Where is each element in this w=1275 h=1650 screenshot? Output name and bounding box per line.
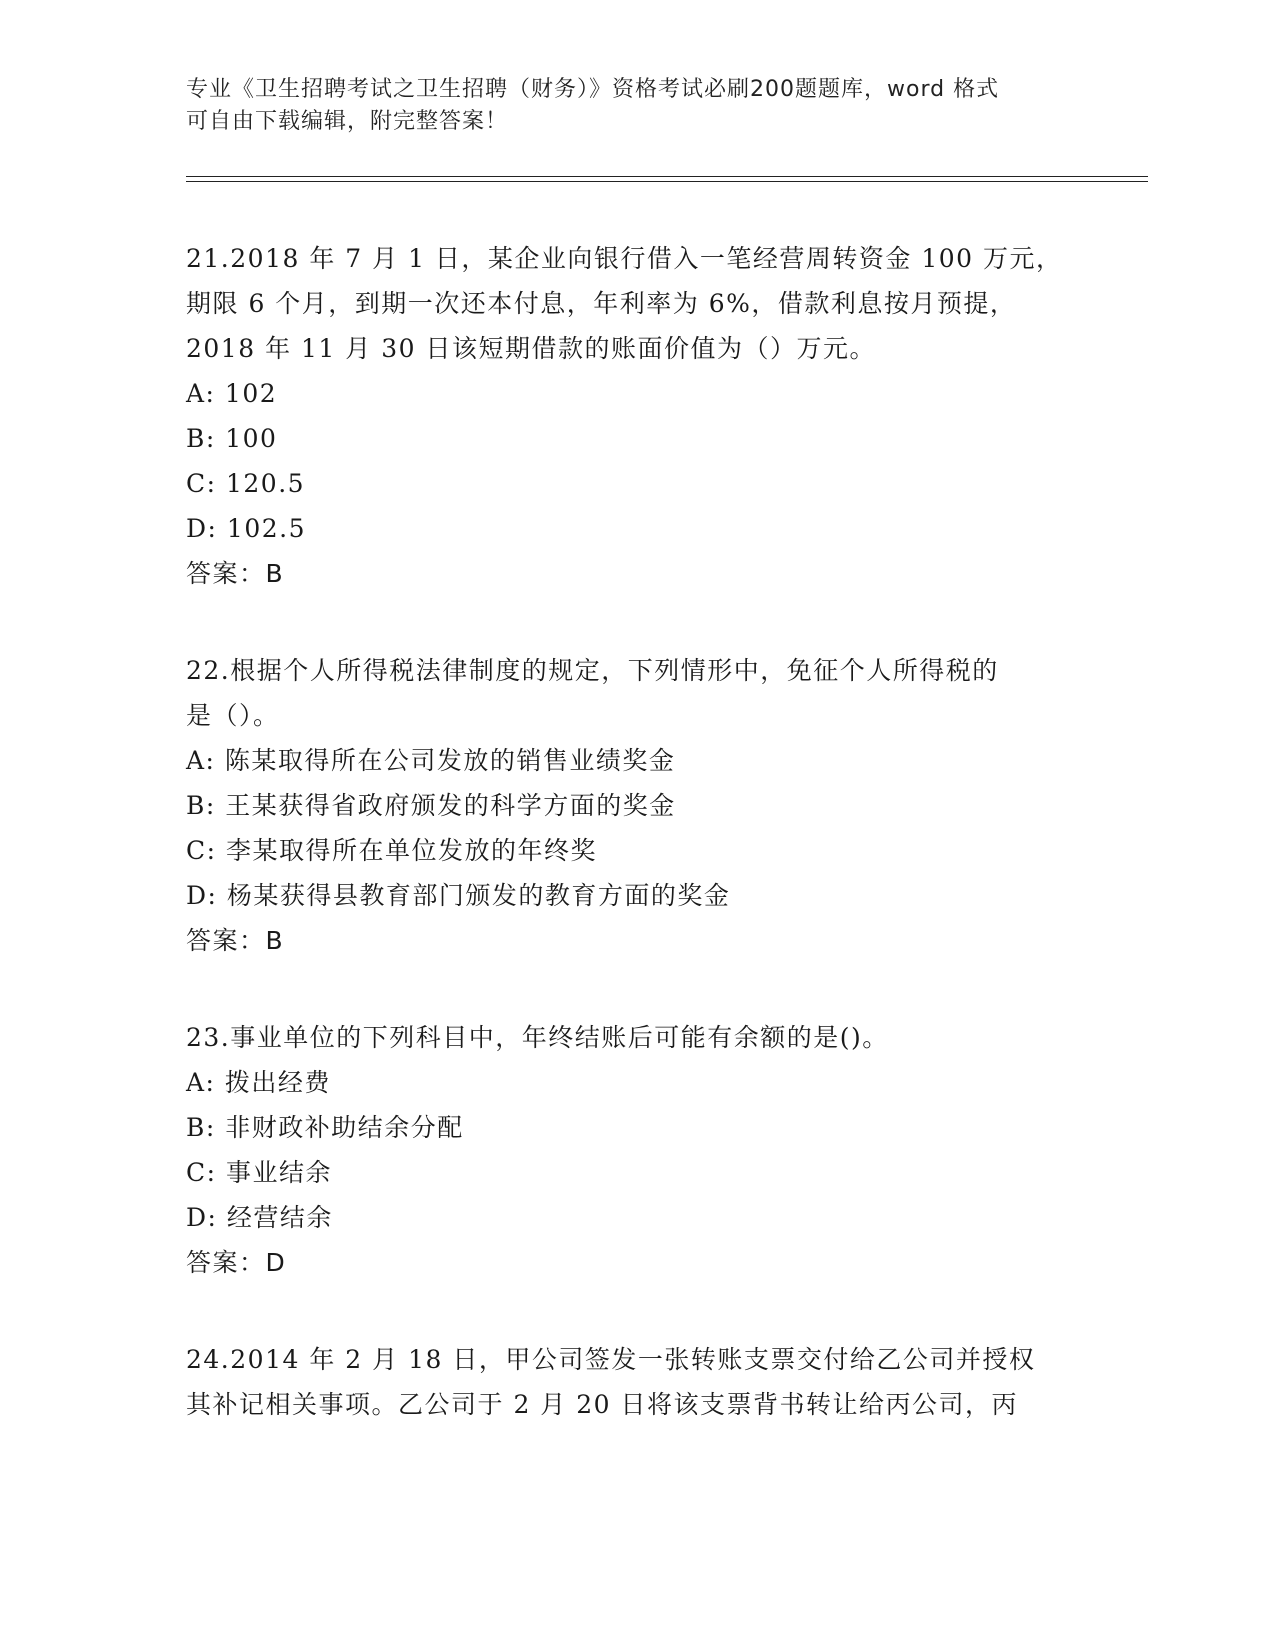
option-c: C: 事业结余 xyxy=(186,1158,332,1187)
option-a: A: 陈某取得所在公司发放的销售业绩奖金 xyxy=(186,746,676,775)
header-divider-top xyxy=(186,176,1148,177)
option-b: B: 王某获得省政府颁发的科学方面的奖金 xyxy=(186,791,676,820)
option-c: C: 李某取得所在单位发放的年终奖 xyxy=(186,836,597,865)
option-d: D: 经营结余 xyxy=(186,1203,333,1232)
option-b: B: 100 xyxy=(186,424,278,453)
question-stem-line: 24.2014 年 2 月 18 日，甲公司签发一张转账支票交付给乙公司并授权 xyxy=(186,1345,1036,1374)
option-d: D: 杨某获得县教育部门颁发的教育方面的奖金 xyxy=(186,881,731,910)
question-stem-line: 其补记相关事项。乙公司于 2 月 20 日将该支票背书转让给丙公司，丙 xyxy=(186,1390,1019,1419)
header-line-2: 可自由下载编辑，附完整答案！ xyxy=(186,109,509,134)
question-21 xyxy=(186,236,1086,596)
question-stem-line: 是（）。 xyxy=(186,701,280,730)
question-stem-line: 23.事业单位的下列科目中，年终结账后可能有余额的是()。 xyxy=(186,1023,889,1052)
answer-line: 答案：D xyxy=(186,1248,287,1277)
option-c: C: 120.5 xyxy=(186,469,306,498)
question-list xyxy=(186,236,1086,1479)
document-header xyxy=(186,74,1086,138)
question-stem-line: 22.根据个人所得税法律制度的规定，下列情形中，免征个人所得税的 xyxy=(186,656,999,685)
answer-line: 答案：B xyxy=(186,926,285,955)
header-divider-bottom xyxy=(186,181,1148,182)
option-a: A: 拨出经费 xyxy=(186,1068,331,1097)
answer-line: 答案：B xyxy=(186,559,285,588)
option-a: A: 102 xyxy=(186,379,278,408)
option-d: D: 102.5 xyxy=(186,514,306,543)
question-22 xyxy=(186,648,1086,963)
question-23 xyxy=(186,1015,1086,1285)
question-stem-line: 2018 年 11 月 30 日该短期借款的账面价值为（）万元。 xyxy=(186,334,876,363)
header-line-1: 专业《卫生招聘考试之卫生招聘（财务）》资格考试必刷200题题库，word 格式 xyxy=(186,77,1000,102)
question-stem-line: 21.2018 年 7 月 1 日，某企业向银行借入一笔经营周转资金 100 万元， xyxy=(186,244,1063,273)
question-24 xyxy=(186,1337,1086,1427)
option-b: B: 非财政补助结余分配 xyxy=(186,1113,464,1142)
question-stem-line: 期限 6 个月，到期一次还本付息，年利率为 6%，借款利息按月预提， xyxy=(186,289,1017,318)
